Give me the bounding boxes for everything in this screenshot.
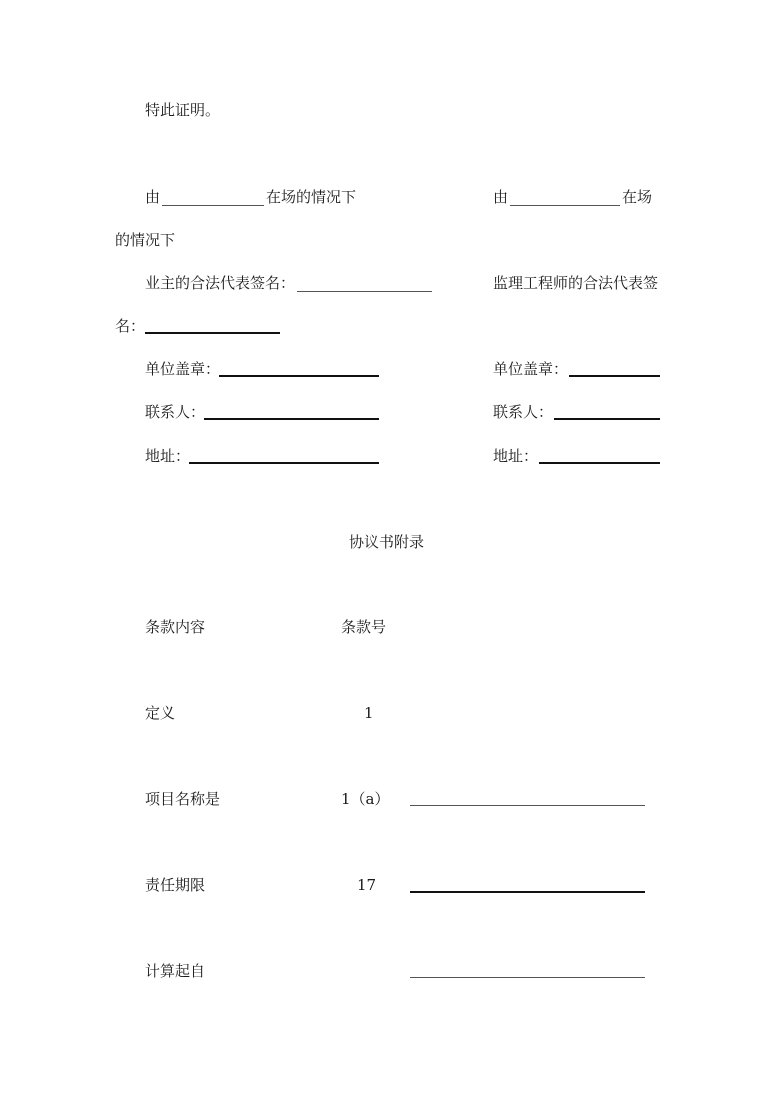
right-address-label: 地址： <box>493 447 539 465</box>
right-presence-prefix: 由 <box>493 188 509 206</box>
right-seal-label: 单位盖章： <box>493 360 569 378</box>
right-presence-suffix: 在场 <box>622 188 653 206</box>
header-clause-content: 条款内容 <box>145 618 206 636</box>
right-contact-label: 联系人： <box>493 403 554 421</box>
engineer-sign-label: 监理工程师的合法代表签 <box>493 274 659 292</box>
row-definition-content: 定义 <box>145 704 176 722</box>
right-seal-field[interactable] <box>569 375 660 377</box>
owner-sign-field[interactable] <box>297 291 432 292</box>
row-project-name-number: 1（a） <box>341 790 390 808</box>
left-address-field[interactable] <box>189 462 379 464</box>
left-contact-field[interactable] <box>204 418 379 420</box>
right-address-field[interactable] <box>539 462 660 464</box>
row-project-name-content: 项目名称是 <box>145 790 221 808</box>
appendix-title: 协议书附录 <box>349 533 425 551</box>
left-address-label: 地址： <box>145 447 191 465</box>
engineer-sign-wrap: 名： <box>115 317 146 335</box>
left-contact-label: 联系人： <box>145 403 206 421</box>
row-liability-period-number: 17 <box>357 876 377 894</box>
right-presence-blank[interactable] <box>510 205 620 206</box>
left-seal-label: 单位盖章： <box>145 360 221 378</box>
row-liability-period-content: 责任期限 <box>145 876 206 894</box>
engineer-sign-field[interactable] <box>145 332 280 334</box>
closing-text: 特此证明。 <box>145 101 221 119</box>
left-presence-suffix: 在场的情况下 <box>266 188 357 206</box>
row-definition-number: 1 <box>364 704 374 722</box>
left-seal-field[interactable] <box>219 375 379 377</box>
owner-sign-label: 业主的合法代表签名： <box>145 274 296 292</box>
right-contact-field[interactable] <box>554 418 660 420</box>
header-clause-number: 条款号 <box>341 618 387 636</box>
row-calc-start-field[interactable] <box>410 977 645 978</box>
row-liability-period-field[interactable] <box>410 891 645 893</box>
presence-wrap-text: 的情况下 <box>115 231 176 249</box>
left-presence-prefix: 由 <box>145 188 161 206</box>
row-calc-start-content: 计算起自 <box>145 962 206 980</box>
row-project-name-field[interactable] <box>410 805 645 806</box>
left-presence-blank[interactable] <box>162 205 264 206</box>
